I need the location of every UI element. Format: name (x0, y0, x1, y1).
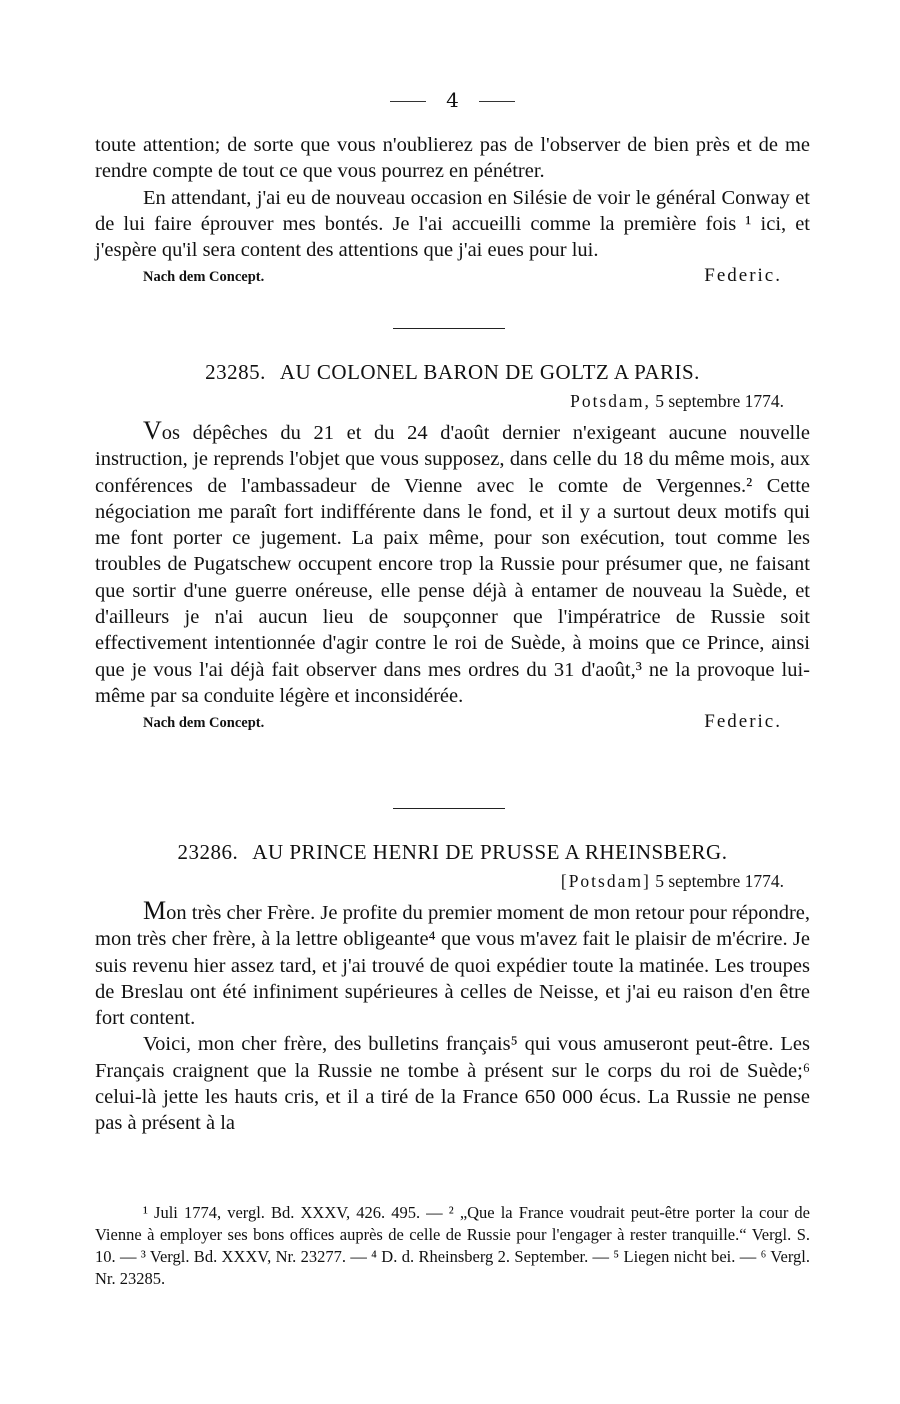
source-note: Nach dem Concept. (143, 715, 265, 732)
initial-letter: M (143, 896, 167, 925)
letter-number: 23285. (205, 360, 266, 384)
letter-number: 23286. (177, 840, 239, 864)
initial-letter: V (143, 416, 162, 445)
paragraph: Voici, mon cher frère, des bulletins français⁵ qui vous amuseront peut-être. Les Français craignent que la Russie ne tombe à présent sur le corps du roi de Suède;⁶ celui-là jette les hauts cris, et il a tiré de la France 650 000 écus. La Russie ne pense pas à présent à la (95, 1033, 810, 1135)
letter-23285 (95, 360, 810, 733)
letter-23286 (95, 840, 810, 1137)
dateline (95, 391, 784, 412)
dateline-date: 5 septembre 1774. (655, 391, 784, 411)
signature: Federic. (704, 711, 782, 733)
letter-title (95, 840, 810, 865)
dateline-date: 5 septembre 1774. (655, 871, 784, 891)
letter-title (95, 360, 810, 385)
page-header (95, 88, 810, 112)
dateline (95, 871, 784, 892)
signature: Federic. (704, 265, 782, 287)
header-dash-left (390, 101, 426, 102)
letter-heading: AU COLONEL BARON DE GOLTZ A PARIS. (279, 360, 700, 384)
paragraph: En attendant, j'ai eu de nouveau occasion en Silésie de voir le général Conway et de lui faire éprouver mes bontés. Je l'ai accueilli comme la première fois ¹ ici, et j'espère qu'il sera content des attentions que j'ai eues pour lui. (95, 186, 810, 262)
section-divider (393, 328, 505, 329)
paragraph: toute attention; de sorte que vous n'oublierez pas de l'observer de bien près et de me rendre compte de tout ce que vous pourrez en pénétrer. (95, 134, 810, 183)
letter-heading: AU PRINCE HENRI DE PRUSSE A RHEINSBERG. (252, 840, 728, 864)
paragraph-text: on très cher Frère. Je profite du premier moment de mon retour pour répondre, mon très cher frère, à la lettre obligeante⁴ que vous m'avez fait le plaisir de m'écrire. Je suis revenu hier assez tard, et j'ai trouvé de quoi expédier toute la matinée. Les troupes de Breslau ont été infiniment supérieures à celles de Neisse, et j'ai eu raison d'en être fort content. (95, 902, 810, 1030)
dateline-place: Potsdam, (570, 391, 651, 411)
signature-row (95, 711, 810, 733)
continuation-block (95, 132, 810, 287)
page-number: 4 (446, 88, 459, 112)
paragraph (95, 898, 810, 1031)
footnotes: ¹ Juli 1774, vergl. Bd. XXXV, 426. 495. — ² „Que la France voudrait peut-être porter la cour de Vienne à employer ses bons offices auprès de celle de Russie pour l'engager à rester tranquille.“ Vergl. S. 10. — ³ Vergl. Bd. XXXV, Nr. 23277. — ⁴ D. d. Rheinsberg 2. September. — ⁵ Liegen nicht bei. — ⁶ Vergl. Nr. 23285. (95, 1203, 810, 1288)
paragraph (95, 418, 810, 709)
section-divider (393, 808, 505, 809)
paragraph-text: os dépêches du 21 et du 24 d'août dernier n'exigeant aucune nouvelle instruction, je reprends l'objet que vous supposez, dans celle du 18 du même mois, aux conférences de l'ambassadeur de Vienne avec le comte de Vergennes.² Cette négociation me paraît fort indifférente dans le fond, et il y a surtout deux motifs qui me font porter ce jugement. La paix même, pour son exécution, tout comme les troubles de Pugatschew occupent encore trop la Russie pour présumer que, ne faisant que sortir d'une guerre onéreuse, elle pense déjà à entamer de nouveau la Suède, et d'ailleurs je n'ai aucun lieu de soupçonner que l'impératrice de Russie soit effectivement intentionnée d'agir contre le roi de Suède, à moins que ce Prince, ainsi que je vous l'ai déjà fait observer dans mes ordres du 31 d'août,³ ne la provoque lui-même par sa conduite légère et inconsidérée. (95, 422, 810, 707)
signature-row (95, 265, 810, 287)
source-note: Nach dem Concept. (143, 269, 265, 286)
header-dash-right (479, 101, 515, 102)
dateline-place: [Potsdam] (560, 871, 651, 891)
